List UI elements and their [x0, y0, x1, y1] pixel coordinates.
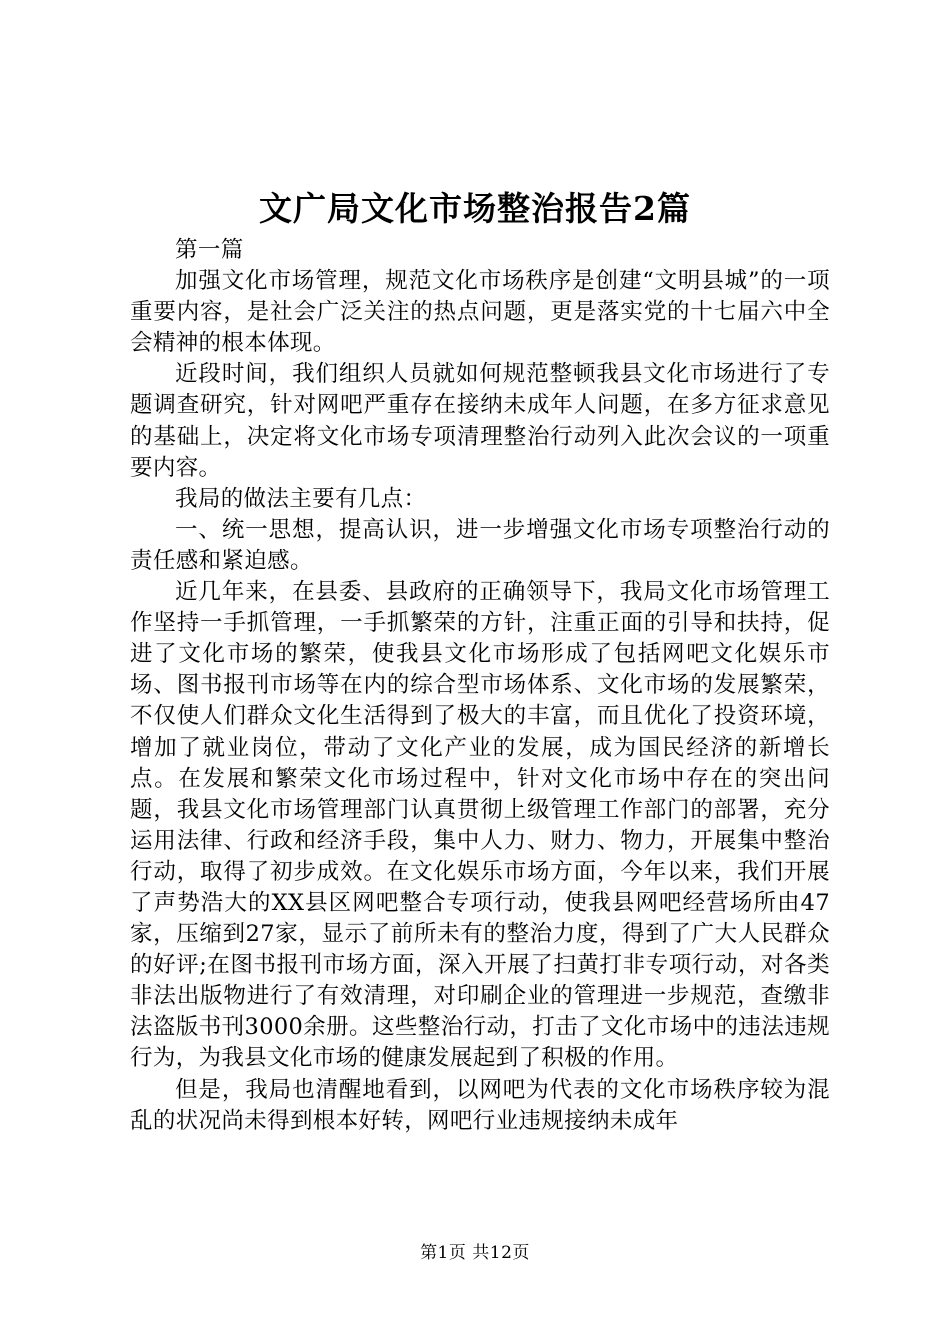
section-heading: 第一篇 [175, 237, 244, 263]
body-paragraph: 近几年来，在县委、县政府的正确领导下，我局文化市场管理工作坚持一手抓管理，一手抓繁荣的方针，注重正面的引导和扶持，促进了文化市场的繁荣，使我县文化市场形成了包括网吧文化娱乐市场、图书报刊市场等在内的综合型市场体系、文化市场的发展繁荣，不仅使人们群众文化生活得到了极大的丰富，而且优化了投资环境，增加了就业岗位，带动了文化产业的发展，成为国民经济的新增长点。在发展和繁荣文化市场过程中，针对文化市场中存在的突出问题，我县文化市场管理部门认真贯彻上级管理工作部门的部署，充分运用法律、行政和经济手段，集中人力、财力、物力，开展集中整治行动，取得了初步成效。在文化娱乐市场方面，今年以来，我们开展了声势浩大的XX县区网吧整合专项行动，使我县网吧经营场所由47家，压缩到27家，显示了前所未有的整治力度，得到了广大人民群众的好评;在图书报刊市场方面，深入开展了扫黄打非专项行动，对各类非法出版物进行了有效清理，对印刷企业的管理进一步规范，查缴非法盗版书刊3000余册。这些整治行动，打击了文化市场中的违法违规行为，为我县文化市场的健康发展起到了积极的作用。 [130, 579, 830, 1072]
body-paragraph: 近段时间，我们组织人员就如何规范整顿我县文化市场进行了专题调查研究，针对网吧严重存在接纳未成年人问题，在多方征求意见的基础上，决定将文化市场专项清理整治行动列入此次会议的一项重要内容。 [130, 361, 830, 481]
body-paragraph: 我局的做法主要有几点： [175, 485, 427, 512]
document-body [130, 235, 830, 1137]
body-paragraph: 一、统一思想，提高认识，进一步增强文化市场专项整治行动的责任感和紧迫感。 [130, 516, 830, 574]
document-title: 文广局文化市场整治报告2篇 [259, 189, 691, 228]
body-paragraph: 加强文化市场管理，规范文化市场秩序是创建“文明县城”的一项重要内容，是社会广泛关注的热点问题，更是落实党的十七届六中全会精神的根本体现。 [130, 268, 830, 357]
body-paragraph: 但是，我局也清醒地看到，以网吧为代表的文化市场秩序较为混乱的状况尚未得到根本好转，网吧行业违规接纳未成年 [130, 1076, 830, 1134]
page-number-footer: 第1页 共12页 [420, 1243, 530, 1263]
